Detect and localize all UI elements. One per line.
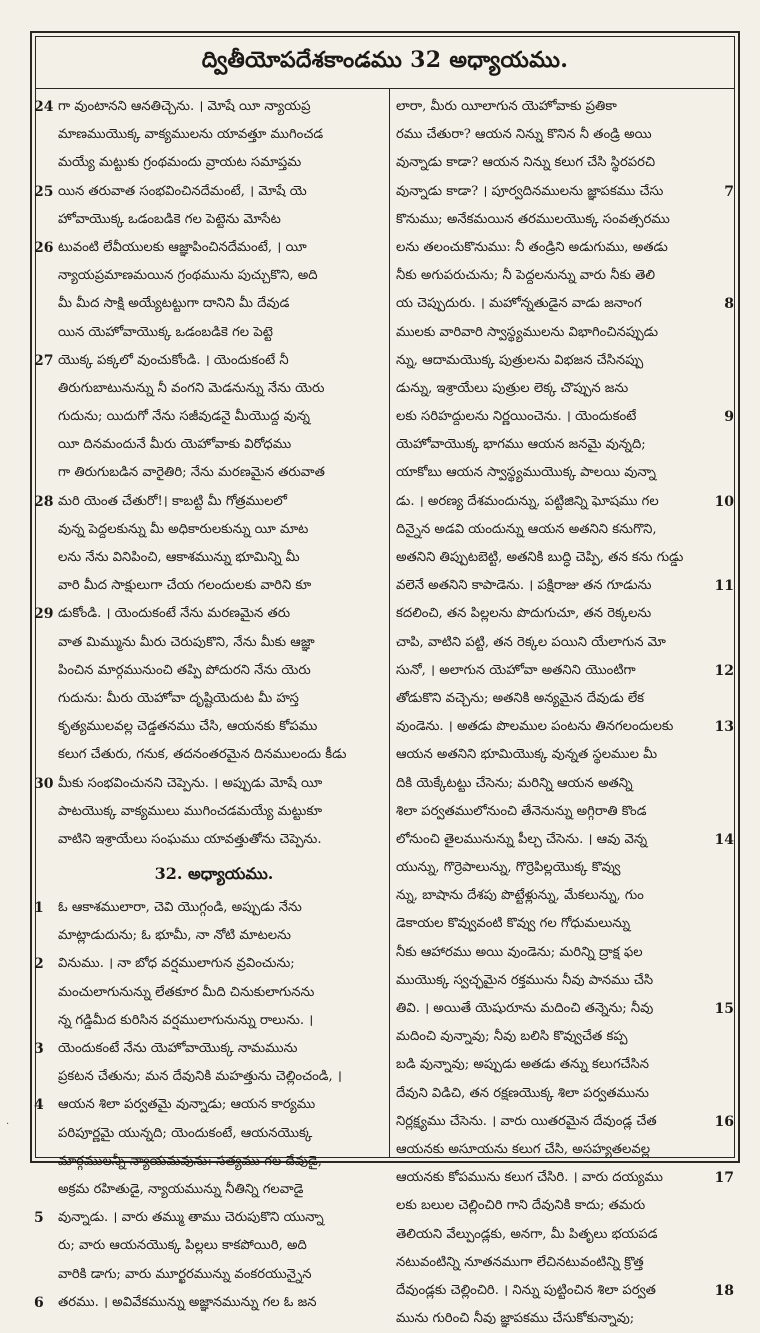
text-line <box>396 403 734 431</box>
text-line <box>38 826 390 854</box>
verse-number: 17 <box>714 1170 734 1187</box>
text-line <box>396 375 734 403</box>
text-line <box>34 93 390 121</box>
text-line <box>34 1289 390 1317</box>
text-line <box>396 1221 734 1249</box>
text-line <box>38 206 390 234</box>
verse-text: లోనుంచి తైలమునున్ను పీల్చ చేసెను. । ఆవు వెన్న <box>396 831 648 847</box>
verse-text: యెహోవాయొక్క భాగము ఆయన జనమై వున్నది; <box>396 437 646 453</box>
verse-text: న్ను, ఆదామయొక్క పుత్రులను విభజన చేసినప్పు <box>396 352 644 368</box>
verse-text: శిలా పర్వతములోనుంచి తేనెనున్ను అగ్గిరాతి కొండ <box>396 803 647 819</box>
verse-text: సునో, । అలాగున యెహోవా అతనిని యొంటిగా <box>396 662 636 678</box>
verse-number: 8 <box>724 296 734 313</box>
text-line <box>38 741 390 769</box>
text-line <box>396 347 734 375</box>
verse-text: డుకోండి. । యెందుకంటే నేను మరణమైన తరు <box>58 606 291 622</box>
text-line <box>396 826 734 854</box>
verse-text: పరిపూర్ణమై యున్నది; యెందుకంటే, ఆయనయొక్క <box>58 1125 313 1141</box>
text-line <box>396 1023 734 1051</box>
verse-text: లారా, మీరు యీలాగున యెహోవాకు ప్రతికా <box>396 99 617 114</box>
text-line <box>396 319 734 347</box>
verse-text: తిరుగుబాటునున్ను నీ వంగని మెడనున్ను నేను యెరు <box>58 380 325 396</box>
text-line <box>38 1148 390 1176</box>
verse-text: పాటయొక్క వాక్యములు ముగించడమయ్యే మట్టుకూ <box>58 803 323 819</box>
verse-text: డెకాయల కొవ్వువంటి కొవ్వు గల గోధుమలున్ను <box>396 916 631 932</box>
verse-text: నీకు అగుపరుచును; నీ పెద్దలనున్ను వారు నీకు తెలి <box>396 268 656 284</box>
header-divider <box>35 88 735 89</box>
text-line <box>38 403 390 431</box>
verse-number: 25 <box>34 183 54 200</box>
text-line <box>34 234 390 262</box>
verse-text: వున్నాడు కాడా? ఆయన నిన్ను కలుగ చేసి స్థిరపరచి <box>396 155 656 171</box>
text-line <box>396 572 734 600</box>
verse-text: దికి యెక్కేటట్టు చేసెను; మరిన్ని ఆయన అతన్ని <box>396 775 633 791</box>
verse-text: గా తిరుగుబడిన వారైతిరి; నేను మరణమైన తరువాత <box>58 465 325 481</box>
text-line <box>396 882 734 910</box>
verse-number: 1 <box>34 900 44 917</box>
verse-text: యాకోబు ఆయన స్వాస్థ్యముయొక్క పాలయి వున్నా <box>396 465 656 481</box>
verse-text: య చెప్పుదురు. । మహోన్నతుడైన వాడు జనాంగ <box>396 296 642 312</box>
text-line <box>396 516 734 544</box>
verse-text: ములకు వారివారి స్వాస్థ్యములను విభాగించినప్పుడు <box>396 324 659 340</box>
verse-text: ఆయన శిలా పర్వతమై వున్నాడు; ఆయన కార్యము <box>58 1097 316 1113</box>
verse-text: వలెనే అతనిని కాపాడెను. । పక్షిరాజు తన గూడును <box>396 578 652 594</box>
text-line <box>396 1305 734 1333</box>
text-line <box>396 149 734 177</box>
text-line <box>38 798 390 826</box>
text-line <box>396 713 734 741</box>
verse-text: మాణముయొక్క వాక్యములను యావత్తూ ముగించడ <box>58 127 324 143</box>
text-line <box>34 178 390 206</box>
verse-number: 11 <box>714 578 734 595</box>
text-line <box>396 1249 734 1277</box>
text-line <box>396 798 734 826</box>
verse-text: కొనుము; అనేకమయిన తరములయొక్క సంవత్సరము <box>396 211 670 227</box>
verse-text: యీ దినమందునే మీరు యెహోవాకు విరోధము <box>58 437 292 453</box>
verse-text: కదలించి, తన పిల్లలను పొదుగుచూ, తన రెక్కలను <box>396 606 652 622</box>
text-line <box>396 967 734 995</box>
text-line <box>38 657 390 685</box>
text-line <box>38 1261 390 1289</box>
verse-number: 9 <box>724 409 734 426</box>
verse-text: మార్గములన్నీ న్యాయమవును: సత్యము గల దేవుడై, <box>58 1153 322 1169</box>
verse-text: రము చేతురా? ఆయన నిన్ను కొనిన నీ తండ్రి అయి <box>396 127 652 143</box>
text-line <box>34 894 390 922</box>
verse-text: మును గురించి నీవు జ్ఞాపకము చేసుకోకున్నావు; <box>396 1311 635 1327</box>
verse-text: ఆయన అతనిని భూమియొక్క వున్నత స్థలముల మీ <box>396 747 658 763</box>
verse-text: మరి యెంత చేతురో!। కాబట్టి మీ గోత్రములలో <box>58 493 288 509</box>
verse-number: 5 <box>34 1210 44 1227</box>
page-title: ద్వితీయోపదేశకాండము 32 అధ్యాయము. <box>201 46 569 73</box>
chapter-heading <box>38 854 390 894</box>
verse-text: లను నేను వినిపించి, ఆకాశమున్ను భూమిన్ని మీ <box>58 550 300 565</box>
text-line <box>38 431 390 459</box>
verse-number: 3 <box>34 1041 44 1057</box>
text-line <box>38 262 390 290</box>
text-line <box>396 741 734 769</box>
verse-number: 6 <box>34 1294 44 1311</box>
verse-text: లకు సరిహద్దులను నిర్ణయించెను. । యెందుకంటే <box>396 409 637 425</box>
verse-text: తోడుకొని వచ్చెను; అతనికి అన్యమైన దేవుడు లేక <box>396 690 645 706</box>
verse-text: వాటిని ఇశ్రాయేలు సంఘము యావత్తుతోను చెప్పెను. <box>58 831 322 847</box>
text-line <box>396 770 734 798</box>
text-line <box>396 544 734 572</box>
verse-text: ముయొక్క స్వచ్ఛమైన రక్తమును నీవు పానము చేసి <box>396 972 654 988</box>
text-line <box>38 629 390 657</box>
verse-text: తరము. । అవివేకమున్ను అజ్ఞానమున్ను గల ఓ జన <box>58 1294 317 1310</box>
verse-number: 27 <box>34 352 54 369</box>
text-line <box>34 488 390 516</box>
verse-text: యొక్క పక్కలో వుంచుకోండి. । యెందుకంటే నీ <box>58 352 289 368</box>
margin-mark: · <box>6 1119 10 1130</box>
verse-number: 7 <box>724 183 734 200</box>
verse-number: 13 <box>714 719 734 736</box>
verse-number: 12 <box>714 662 734 679</box>
text-line <box>396 1051 734 1079</box>
verse-text: న్న గడ్డిమీద కురిసిన వర్షములాగునున్ను రాలును. । <box>58 1012 314 1028</box>
verse-text: నిర్లక్ష్యము చేసెను. । వారు యితరమైన దేవుండ్ల చేత <box>396 1113 657 1129</box>
verse-text: వున్నాడు. । వారు తమ్ము తాము చెరుపుకొని యున్నా <box>58 1210 324 1226</box>
verse-text: మీకు సంభవించునని చెప్పెను. । అప్పుడు మోషే యీ <box>58 775 323 791</box>
verse-text: తివి. । అయితే యెషురూను మదించి తన్నెను; నీవు <box>396 1001 654 1016</box>
text-line <box>396 262 734 290</box>
verse-text: పించిన మార్గమునుంచి తప్పి పోదురని నేను యెరు <box>58 662 311 678</box>
verse-text: అక్రమ రహితుడై, న్యాయమున్ను నీతిన్ని గలవాడై <box>58 1181 304 1197</box>
text-line <box>38 149 390 177</box>
left-column <box>34 93 390 1317</box>
text-line <box>396 431 734 459</box>
text-line <box>396 910 734 938</box>
verse-text: నటువంటిన్ని నూతనముగా లేచినటువంటిన్ని క్రొత్త <box>396 1254 644 1270</box>
text-line <box>38 922 390 950</box>
verse-number: 30 <box>34 775 54 792</box>
text-line <box>38 121 390 149</box>
verse-number: 4 <box>34 1097 44 1114</box>
text-line <box>396 629 734 657</box>
verse-number: 14 <box>714 831 734 848</box>
text-line <box>38 1120 390 1148</box>
text-line <box>34 770 390 798</box>
text-line <box>396 685 734 713</box>
verse-text: యెందుకంటే నేను యెహోవాయొక్క నామమును <box>58 1041 298 1056</box>
verse-text: ఆయనకు కోపమును కలుగ చేసిరి. । వారు దయ్యము <box>396 1170 663 1186</box>
text-line <box>396 290 734 318</box>
verse-text: ప్రకటన చేతును; మన దేవునికి మహత్తును చెల్లించండి, । <box>58 1069 342 1085</box>
verse-number: 18 <box>714 1282 734 1299</box>
verse-text: కలుగ చేతురు, గనుక, తదనంతరమైన దినములందు కీడు <box>58 747 347 763</box>
text-line <box>396 854 734 882</box>
text-line <box>396 600 734 628</box>
verse-text: మయ్యే మట్టుకు గ్రంథమందు వ్రాయట సమాప్తమ <box>58 155 302 171</box>
text-line <box>34 1091 390 1119</box>
text-line <box>34 1204 390 1232</box>
text-line <box>38 1007 390 1035</box>
verse-text: వుండెను. । అతడు పొలముల పంటను తినగలందులకు <box>396 719 674 735</box>
verse-text: అతనిని తిప్పుటబెట్టి, అతనికి బుద్ధి చెప్పి, తన కను గుడ్డు <box>396 550 684 565</box>
verse-text: వినుము. । నా బోధ వర్షములాగున వ్రవించును; <box>58 956 295 972</box>
text-line <box>34 347 390 375</box>
verse-text: లకు బలుల చెల్లించిరి గాని దేవునికి కాదు; తమరు <box>396 1198 646 1214</box>
text-line <box>396 459 734 487</box>
text-line <box>38 1232 390 1260</box>
verse-text: వారికి డాగు; వారు మూర్ఖరమున్ను వంకరయున్నైన <box>58 1266 312 1282</box>
text-line <box>396 234 734 262</box>
text-line <box>396 488 734 516</box>
verse-number: 2 <box>34 956 44 973</box>
verse-text: యిన యెహోవాయొక్క ఒడంబడికె గల పెట్టె <box>58 324 273 340</box>
verse-text: గుదును; యిదుగో నేను సజీవుడనై మీయొద్ద వున్న <box>58 409 310 425</box>
verse-text: రు; వారు ఆయనయొక్క పిల్లలు కాకపోయిరి, అది <box>58 1238 307 1254</box>
text-line <box>38 319 390 347</box>
text-line <box>38 459 390 487</box>
verse-text: మంచులాగునున్ను లేతకూర మీది చినుకులాగునను <box>58 984 315 1000</box>
text-line <box>396 1080 734 1108</box>
verse-text: డు. । అరణ్య దేశమందున్ను, పట్టిజిన్ని ఘోషము గల <box>396 493 659 509</box>
verse-number: 15 <box>714 1001 734 1017</box>
text-line <box>38 685 390 713</box>
verse-text: చాపి, వాటిని పట్టి, తన రెక్కల పయిని యేలాగున మో <box>396 634 666 650</box>
text-line <box>396 1192 734 1220</box>
text-line <box>38 1063 390 1091</box>
verse-text: వున్నాడు కాడా? । పూర్వదినములను జ్ఞాపకము చేసు <box>396 183 664 199</box>
verse-number: 28 <box>34 493 54 510</box>
text-line <box>38 979 390 1007</box>
text-line <box>38 544 390 572</box>
verse-text: తెలియని వేల్పుండ్లకు, అనగా, మీ పితృలు భయపడ <box>396 1226 658 1242</box>
verse-text: యిన తరువాత సంభవించినదేమంటే, । మోషే యె <box>58 183 307 199</box>
verse-text: టువంటి లేవీయులకు ఆజ్ఞాపించినదేమంటే, । యీ <box>58 239 307 255</box>
verse-text: న్ను, బాషాను దేశపు పొట్టేళ్లున్ను, మేకలున్ను, గుం <box>396 888 644 904</box>
text-line <box>396 1164 734 1192</box>
text-line <box>396 657 734 685</box>
verse-text: యున్ను, గొర్రెపాలున్ను, గొర్రెపిల్లయొక్క కొవ్వు <box>396 860 621 876</box>
verse-number: 26 <box>34 239 54 256</box>
verse-text: దేవుండ్లకు చెల్లించిరి. । నిన్ను పుట్టించిన శిలా పర్వత <box>396 1282 656 1298</box>
verse-text: వున్న పెద్దలకున్ను మీ అధికారులకున్ను యీ మాట <box>58 521 309 537</box>
text-line <box>396 1136 734 1164</box>
text-line <box>396 939 734 967</box>
text-line <box>396 1108 734 1136</box>
text-line <box>396 1277 734 1305</box>
verse-text: బడి వున్నావు; అప్పుడు అతడు తన్ను కలుగచేసిన <box>396 1057 650 1073</box>
text-line <box>396 178 734 206</box>
verse-text: డున్ను, ఇశ్రాయేలు పుత్రుల లెక్క చొప్పున జను <box>396 380 629 396</box>
verse-text: దిన్నైన అడవి యందున్ను ఆయన అతనిని కనుగొని, <box>396 521 657 537</box>
verse-number: 10 <box>714 493 734 510</box>
text-line <box>38 572 390 600</box>
verse-number: 29 <box>34 606 54 623</box>
text-line <box>38 516 390 544</box>
verse-text: కృత్యములవల్ల చెడ్డతనము చేసి, ఆయనకు కోపము <box>58 719 318 735</box>
text-line <box>38 713 390 741</box>
text-line <box>38 290 390 318</box>
verse-text: మీ మీద సాక్షి అయ్యేటట్టుగా దానిని మీ దేవుడ <box>58 296 290 312</box>
text-line <box>396 121 734 149</box>
verse-text: 32. అధ్యాయము. <box>154 864 274 884</box>
text-line <box>396 206 734 234</box>
text-line <box>34 600 390 628</box>
verse-text: వాత మిమ్మును మీరు చెరుపుకొని, నేను మీకు ఆజ్ఞా <box>58 634 315 650</box>
verse-text: లను తలంచుకొనుము: నీ తండ్రిని అడుగుము, అతడు <box>396 239 668 255</box>
verse-text: నీకు ఆహారము అయి వుండెను; మరిన్ని ద్రాక్ష ఫల <box>396 944 643 960</box>
verse-text: గుదును: మీరు యెహోవా దృష్టియెదుట మీ హస్త <box>58 690 299 706</box>
text-line <box>38 375 390 403</box>
right-column <box>396 93 734 1333</box>
verse-text: న్యాయప్రమాణమయిన గ్రంథమును పుచ్చుకొని, అది <box>58 268 318 284</box>
verse-number: 24 <box>34 99 54 115</box>
verse-number: 16 <box>714 1113 734 1130</box>
text-line <box>396 995 734 1023</box>
verse-text: ఆయనకు అసూయను కలుగ చేసి, అసహ్యతలవల్ల <box>396 1141 651 1157</box>
verse-text: ఓ ఆకాశములారా, చెవి యొగ్గండి, అప్పుడు నేను <box>58 900 302 916</box>
text-line <box>34 950 390 978</box>
verse-text: వారి మీద సాక్షులుగా చేయ గలందులకు వారిని కూ <box>58 578 312 594</box>
verse-text: దేవుని విడిచి, తన రక్షణయొక్క శిలా పర్వతమును <box>396 1085 649 1101</box>
verse-text: మదించి వున్నావు; నీవు బలిసి కొవ్వుచేత కప్ప <box>396 1029 628 1045</box>
verse-text: మాట్లాడుదును; ఓ భూమీ, నా నోటి మాటలను <box>58 928 291 944</box>
text-line <box>396 93 734 121</box>
text-line <box>38 1176 390 1204</box>
text-line <box>34 1035 390 1063</box>
verse-text: గా వుంటానని ఆనతిచ్చెను. । మోషే యీ న్యాయప్ర <box>58 99 311 114</box>
verse-text: హోవాయొక్క ఒడంబడికె గల పెట్టెను మోసేట <box>58 211 281 227</box>
